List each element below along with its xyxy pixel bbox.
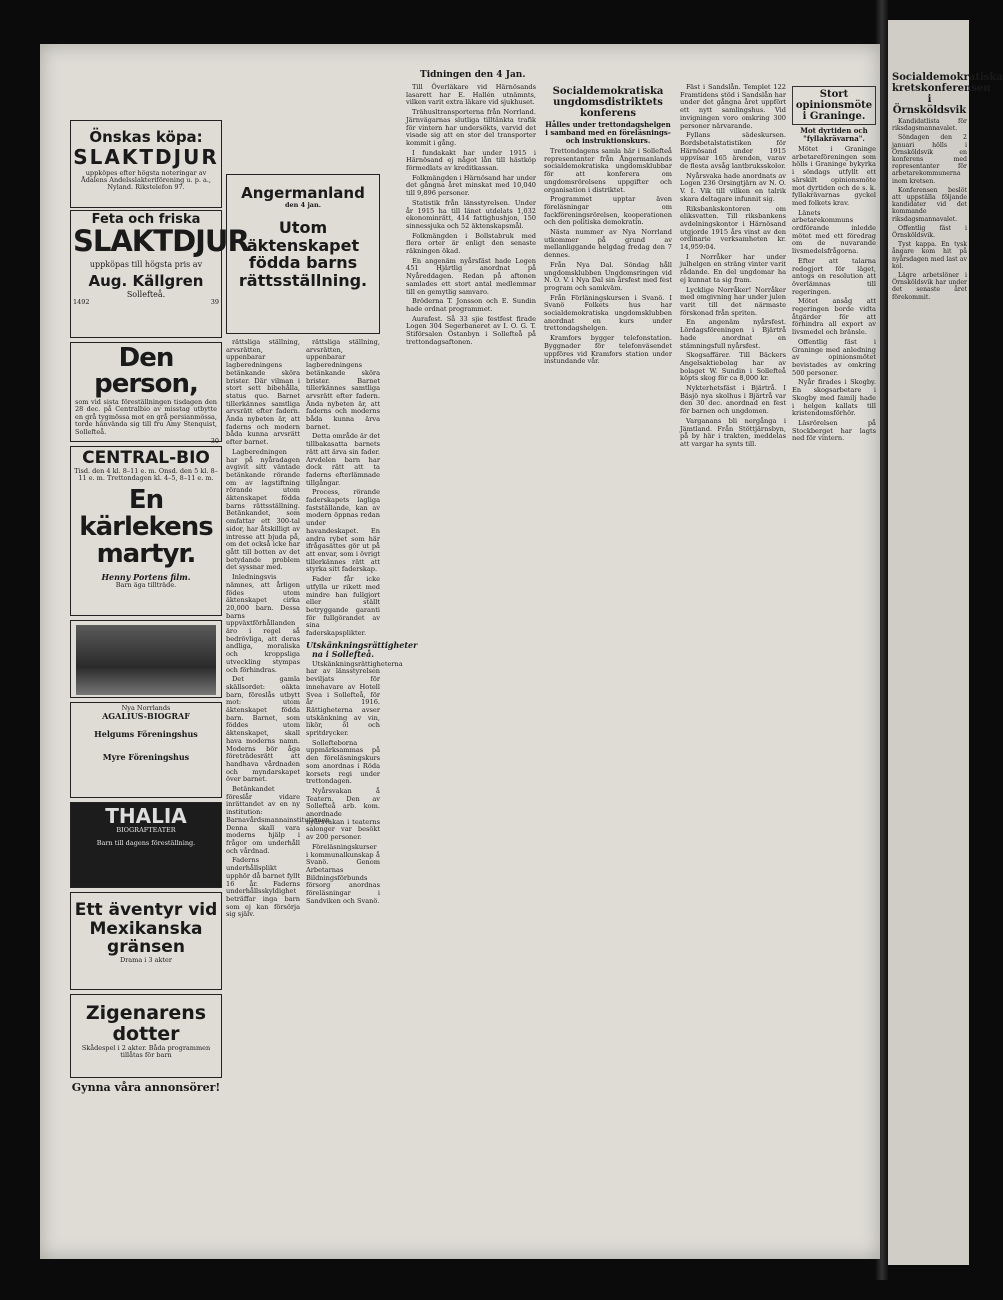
paragraph: Lycklige Norråker! Norråker med omgivning har under julen varit till det närmaste förskonad från spriten.: [680, 285, 786, 317]
article-column-5: [544, 84, 672, 1234]
ad-line: Helgums Föreningshus: [94, 728, 198, 739]
paragraph: Nyårsvakan å Teatern. Den av Sollefteå arb. kom. anordnade nyårsvakan i teaterns salonger var besökt av 200 personer.: [306, 786, 380, 842]
ad-thalia: [70, 802, 222, 888]
paragraph: Folkmängden i Bollstabruk med flera orter är enligt den senaste räkningen ökad.: [406, 231, 536, 256]
ad-slaktdjur-top: [70, 120, 222, 208]
paragraph: Trähusltransporterna från Norrland. Järnvägarnas slutliga tilltänkta trafik för vintern har undersökts, varvid det visade sig att en stor del transporter kommit i gång.: [406, 108, 536, 147]
paragraph: Föreläsningskurser i kommunalkunskap å Svanö. Genom Arbetarnas Bildningsförbunds försorg anordnas föreläsningar i Sandviken och Svanö.: [306, 842, 380, 905]
article-headline: Stort opinionsmöte i Graninge.: [792, 86, 876, 125]
paragraph: Till Överläkare vid Härnösands lasarett har E. Hallén utnämnts, vilken varit extra läkare vid sjukhuset.: [406, 83, 536, 107]
paragraph: Tyst kappa. En tysk ångare kom hit på nyårsdagen med last av kol.: [892, 241, 967, 270]
article-column-4: [406, 84, 536, 1234]
paragraph: Programmet upptar även föreläsningar om fackföreningsrörelsen, kooperationen och den politiska demokratin.: [544, 195, 672, 227]
ad-title: Zigenarens dotter: [85, 1002, 207, 1045]
article-headline: Utom äktenskapet födda barns rättsställning.: [238, 217, 368, 290]
paragraph: Nästa nummer av Nya Norrland utkommer på grund av mellanliggande helgdag fredag den 7 dennes.: [544, 228, 672, 260]
paragraph: Fyllans sädeskursen. Bordsbetalstatistiken för Härnösand under 1915 uppvisar 165 ärenden, varav de flesta avsåg lantbruksskolor.: [680, 131, 786, 171]
box-angermanland: [226, 174, 380, 334]
newspaper-page: [40, 44, 880, 1259]
paragraph: Efter att talarna redogjort för läget, antogs en resolution att överlämnas till regeringen.: [792, 256, 876, 296]
paragraph: Offentlig fäst i Graninge med anledning av opinionsmötet bevistades av omkring 500 personer.: [792, 337, 876, 377]
ad-title: SLAKTDJUR: [73, 224, 249, 259]
paragraph: Kandidatlista för riksdagsmannavalet.: [892, 118, 967, 133]
section-heading: Utskänkningsrättigheter na i Sollefteå.: [306, 639, 418, 659]
ad-times: Tisd. den 4 kl. 8–11 e. m. Onsd. den 5 kl. 8–11 e. m. Trettondagen kl. 4–5, 8–11 e. m.: [74, 466, 218, 483]
paragraph: Riksbankskontoren om eliksvatten. Till riksbankens avdelningskontor i Härnösand utgjorde 1915 års vinst av den ordinarie verksamheten kr. 14,959:04.: [680, 204, 786, 252]
ad-number: 30: [210, 437, 219, 446]
ad-number: 39: [210, 298, 219, 307]
paragraph: I fundakakt har under 1915 i Härnösand ej något lån till hästköp förmedlats av kreditkassan.: [406, 148, 536, 173]
ad-credit: Henny Portens film.: [101, 571, 191, 582]
article-subheading: Mot dyrtiden och "fyllakrävarna".: [800, 126, 868, 143]
paragraph: Det gamla skällsordet: oäkta barn, föreslås utbytt mot: utom äktenskapet födda barn. Barnet, som föddes utom äktenskapet, skall hava moderns namn. Moderns bör åga företrädesrätt att handhava vårdnaden och myndarskapet över barnet.: [226, 675, 300, 784]
ad-note: Skådespel i 2 akter. Båda programmen tillåtas för barn: [81, 1043, 211, 1060]
paragraph: Faderns underhållsplikt upphör då barnet fyllt 16 år. Faderns underhållsskyldighet beträffar inga barn som ej kan försörja sig själv.: [226, 856, 300, 919]
ad-title: AGALIUS-BIOGRAF: [102, 711, 190, 722]
paragraph: Fäst i Sandslån. Templet 122 Framtidens stöd i Sandslån har under det gångna året uppfört ett nytt samlingshus. Vid invigningen voro omkring 300 personer närvarande.: [680, 83, 786, 130]
paragraph: rättsliga ställning, arvsrätten, uppenbarar lagberedningens betänkande sköra brister. Där vilman i stort sett bibehålla, status quo. Barnet tillerkännes samtliga arvsrätt efter fadern. Ända nybeten är, att faderns och modern båda kunna arvsrätt efter barnet.: [226, 338, 300, 447]
paragraph: Nyårsvaka hade anordnats av Logen 236 Orsingtjärn av N. O. V. I. Vik till vilken en talrik skara deltagare infunnit sig.: [680, 171, 786, 203]
ad-line: uppköpas till högsta pris av: [89, 260, 203, 270]
paragraph: Statistik från länsstyrelsen. Under år 1915 ha till länet utdelats 1,032 ekonominrätt, 414 fattighushjon, 150 sinnessjuka och 52 äktenskapsmål.: [406, 198, 536, 230]
ad-body: uppköpes efter högsta noteringar av Ådalens Andelsslakteriförening u. p. a., Nyland. Rikstelefon 97.: [81, 168, 211, 192]
ad-gynna: Gynna våra annonsörer!: [71, 1081, 221, 1094]
paragraph: Nykterhetsfäst i Bjärtrå. I Bäsjö nya skolhus i Bjärtrå var den 30 dec. anordnad en fest för barnen och ungdomen.: [680, 384, 786, 416]
ad-heading: Önskas köpa:: [89, 128, 203, 146]
paragraph: Process, rörande faderskapets lagliga fastställande, kan av modern öppnas redan under havandeskapet. En andra rybet som här ifrågasättes gör ut på att envar, som i övrigt tillerkännes rätt att styrka sitt faderskap.: [306, 488, 380, 574]
ad-title: SLAKTDJUR: [73, 144, 219, 169]
ad-den-person: [70, 342, 222, 446]
paragraph: Mötet i Graninge arbetareföreningen som hölls i Graninge bykyrka i söndags utfyllt ett särskilt opinionsmöte mot dyrtiden och de s. k. fyllakrävarnas gyckel med folkets krav.: [792, 145, 876, 207]
paragraph: En angenäm nyårsfest. Lördagsföreningen i Bjärtrå hade anordnat en stämningsfull nyårsfest.: [680, 318, 786, 350]
paragraph: Fader får icke utfylla ur rikett med mindre han fullgjort eller ställt betryggande garanti för fullgörandet av sina faderskapsplikter.: [306, 575, 380, 638]
ad-title: Den person,: [94, 343, 198, 399]
paragraph: Offentlig fäst i Örnsköldsvik.: [892, 224, 967, 240]
ad-central-bio: [70, 446, 222, 616]
running-head: Tidningen den 4 Jan.: [420, 70, 526, 80]
ad-title: CENTRAL-BIO: [82, 448, 210, 468]
ad-title: THALIA: [105, 804, 187, 828]
paragraph: Länets arbetarekommuns ordförande inledde mötet med ett föredrag om de nuvarande livsmedelsfrågorna.: [792, 208, 876, 256]
film-still-image: [76, 625, 216, 695]
article-column-7: [792, 84, 876, 1234]
ad-photo-block: [70, 620, 222, 698]
ad-note: Barn till dagens föreställning.: [96, 839, 196, 848]
ads-column: [70, 210, 249, 1300]
paragraph: Folkmängden i Härnösand har under det gångna året minskat med 10,040 till 9,896 personer.: [406, 173, 536, 198]
article-headline: Socialdemokratiska ungdomsdistriktets konferens: [552, 86, 664, 119]
paragraph: I Norråker har under julhelgen en sträng vinter varit rådande. En del ungdomar ha ej kunnat ta sig fram.: [680, 252, 786, 284]
ad-agalius: [70, 702, 222, 798]
paragraph: En angenäm nyårsfäst hade Logen 451 Hjärtlig anordnat på Nyåreddagen. Redan på aftonen samlades ett stort antal medlemmar till en gemytlig samvaro.: [406, 256, 536, 296]
ad-subtitle: BIOGRAFTEATER: [116, 826, 176, 834]
box-date: den 4 jan.: [284, 200, 321, 209]
paragraph: Läsrörelsen på Stockberget har lagts ned för vintern.: [792, 418, 876, 443]
ad-note: Drama i 3 akter: [119, 956, 173, 965]
ad-feta-slaktdjur: [70, 210, 249, 338]
article-column-3: [306, 338, 418, 1229]
box-title: Angermanland: [241, 184, 365, 202]
ad-name: Aug. Källgren: [88, 272, 204, 291]
ad-film-title: En kärlekens martyr.: [79, 484, 213, 570]
paragraph: Nyår firades i Skogby. En skogsarbetare i Skogby med familj hade i helgen kallats till kristendomsförhör.: [792, 378, 876, 418]
article-headline: Socialdemokratiska kretskonferensen i Örnsköldsvik: [892, 72, 1003, 116]
article-column-6: [680, 84, 786, 1234]
paragraph: Utskänkningsrättigheterna har av länsstyrelsen beviljats för innehavare av Hotell Svea i Sollefteå, för år 1916. Rättigheterna avser utskänkning av vin, likör, öl och spritdrycker.: [306, 659, 403, 738]
paragraph: Kramfors bygger telefonstation. Byggnader för telefonväsendet uppföres vid Kramfors station under instundande vår.: [544, 334, 672, 366]
ad-subtitle: Nya Norrlands: [121, 704, 171, 712]
ad-number: 1492: [73, 298, 90, 307]
paragraph: Skogsaffärer. Till Bäckers Angelsaktiebolag har av bolaget W. Sundin i Sollefteå köpts skog för ca 8,000 kr.: [680, 351, 786, 383]
paragraph: Lägre arbetslöner i Örnsköldsvik har under det senaste året förekommit.: [892, 272, 967, 301]
paragraph: Lagberedningen har på nyåradagen avgivit sitt väntade betänkande rörande om av lagstiftning rörande utom äktenskapet födda barns rättsställning. Betänkandet, som omfattar ett 300-tal sidor, har åtskilligt av intresse att bjuda på, om det också icke har gått till botten av det betydande problem det syssnar med.: [226, 447, 300, 572]
paragraph: Från Förläningskursen i Svanö. I Svanö Folkets hus har socialdemokratiska ungdomsklubben anordnat en kurs under trettondagshelgen.: [544, 293, 672, 333]
paragraph: Sollefteborna uppmärksammas på den föreläsningskurs som anordnas i Röda korsets regi under trettondagen.: [306, 738, 380, 786]
ad-body: som vid sista föreställningen tisdagen den 28 dec. på Centralbio av misstag utbytte en grå tygmössa mot en grå persianmössa, torde hänvända sig till fru Amy Stenquist, Sollefteå.: [75, 398, 217, 436]
paragraph: Bröderna T. Jonsson och E. Sundin hade ordnat programmet.: [406, 297, 536, 313]
article-subheading: Hålles under trettondagshelgen i samband med en föreläsnings- och instruktionskurs.: [545, 120, 671, 145]
paragraph: Varganans bli nergånga i Jämtland. Från Stöttjärnsbyn, på by här i trakten, meddelas att vargar ha synts till.: [680, 416, 786, 448]
adjacent-page: [888, 20, 1003, 1265]
paragraph: Betänkandet föreslår vidare inrättandet av en ny institution: Barnavårdsmannainstitutionen. Denna skall vara moderns hjälp i frågor om underhåll och vårdnad.: [226, 785, 332, 855]
paragraph: Detta område är det tillbakasatta barnets rätt att ärva sin fader. Arvdelen barn har dock rätt att ta faderns efterlämnade tillgångar.: [306, 432, 380, 487]
paragraph: Söndagen den 2 januari hölls i Örnsköldsvik en konferens med representanter för arbetarekommunerna inom kretsen.: [892, 134, 967, 185]
paragraph: Mötet ansåg att regeringen borde vidta åtgärder för att förhindra all export av livsmedel och bränsle.: [792, 297, 876, 337]
paragraph: Från Nya Dal. Söndag håll ungdomsklubben Ungdomsringen vid N. O. V. i Nya Dal sin årsfest med fest program och samkväm.: [544, 260, 672, 292]
paragraph: Inledningsvis nämnes, att årligen födes utom äktenskapet cirka 20,000 barn. Dessa barns uppväxtförhållanden äro i regel så bedrövliga, att deras andliga, moraliska och kroppsliga utveckling stympas och förhindras.: [226, 573, 300, 674]
paragraph: Trettondagens samla här i Sollefteå representanter från Ångermanlands socialdemokratiska ungdomsklubbar för att konferera om ungdomsrörelsens uppgifter och organisation i distriktet.: [544, 147, 672, 194]
ad-place: Sollefteå.: [126, 289, 166, 299]
article-column-right: [892, 70, 1003, 1250]
ad-line: Feta och friska: [91, 212, 201, 227]
article-column-2: [226, 338, 332, 1229]
paragraph: Konferensen beslöt att uppställa följande kandidater vid det kommande riksdagsmannavalet.: [892, 186, 967, 223]
ad-zigenarens: [70, 994, 222, 1078]
paragraph: rättsliga ställning, arvsrätten, uppenbarar lagberedningens betänkande sköra brister. Barnet tillerkännes samtliga arvsrätt efter fadern. Ända nybeten är, att faderns och moderns båda kunna ärva barnet.: [306, 338, 380, 431]
ad-note: Barn äga tillträde.: [115, 580, 177, 589]
ad-title: Ett äventyr vid Mexikanska gränsen: [74, 900, 218, 958]
ad-line: Myre Föreningshus: [102, 751, 190, 762]
paragraph: Aurafest. Så 33 sjie festfest firade Logen 304 Segerbaneret av I. O. G. T. Stiförsalen Östanbyn i Sollefteå på trettondagsaftonen.: [406, 314, 536, 346]
ad-aventyr: [70, 892, 222, 990]
